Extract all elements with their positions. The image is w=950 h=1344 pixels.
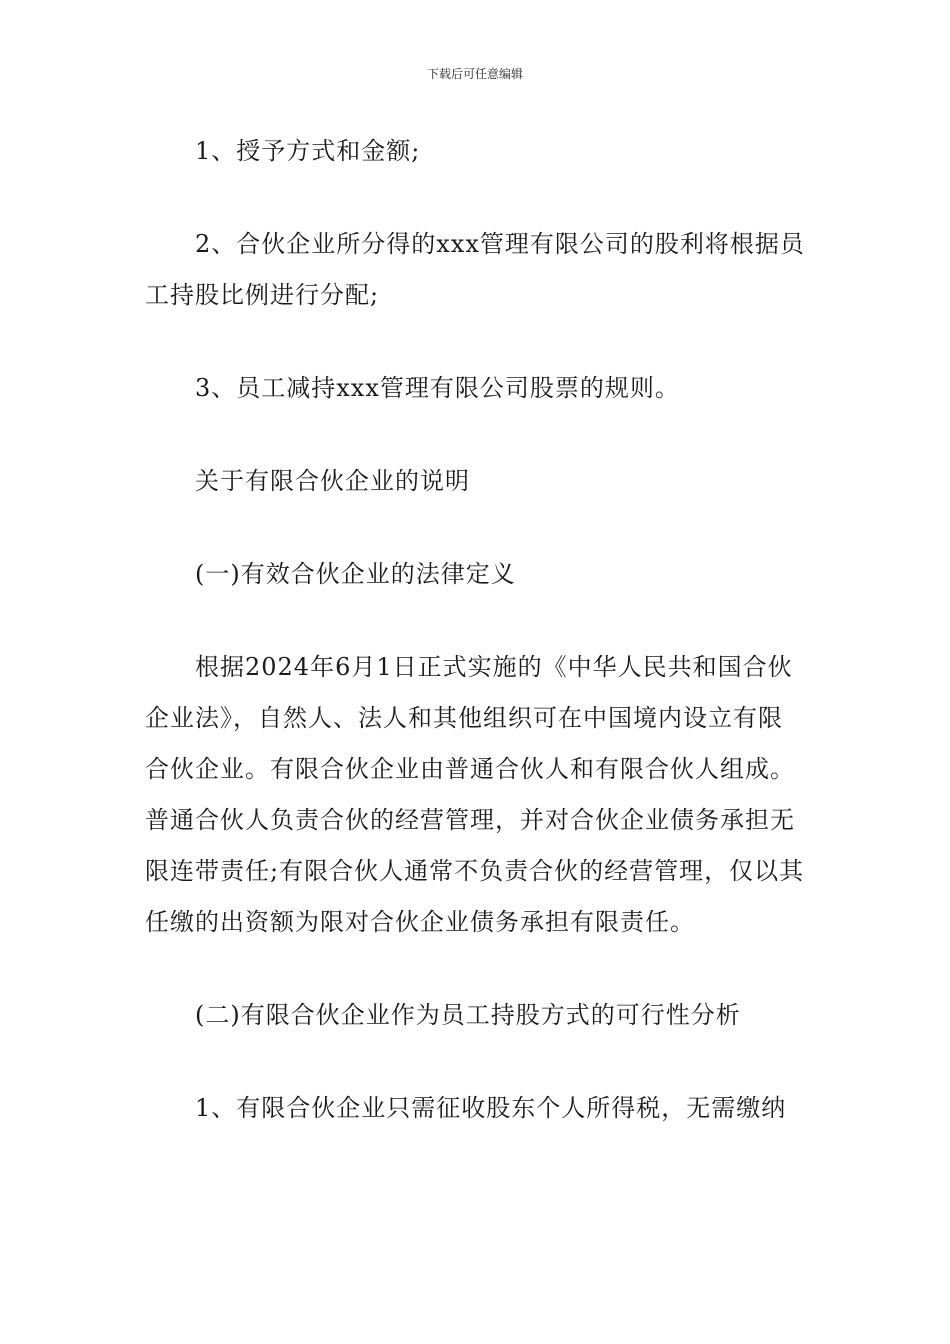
paragraph-item-2: 2、合伙企业所分得的xxx管理有限公司的股利将根据员工持股比例进行分配; (145, 230, 805, 309)
subsection-heading-2: (二)有限合伙企业作为员工持股方式的可行性分析 (195, 1001, 741, 1029)
section-heading: 关于有限合伙企业的说明 (195, 467, 470, 495)
paragraph-feasibility-1: 1、有限合伙企业只需征收股东个人所得税，无需缴纳 (195, 1094, 787, 1122)
paragraph-item-1: 1、授予方式和金额; (195, 137, 421, 165)
page-header: 下载后可任意编辑 (426, 67, 523, 81)
document-body (145, 126, 807, 1134)
paragraph-item-3: 3、员工减持xxx管理有限公司股票的规则。 (195, 374, 680, 402)
paragraph-legal-definition: 根据2024年6月1日正式实施的《中华人民共和国合伙企业法》，自然人、法人和其他组织可在中国境内设立有限合伙企业。有限合伙企业由普通合伙人和有限合伙人组成。普通合伙人负责合伙的经营管理，并对合伙企业债务承担无限连带责任;有限合伙人通常不负责合伙的经营管理，仅以其任缴的出资额为限对合伙企业债务承担有限责任。 (145, 653, 805, 936)
subsection-heading-1: (一)有效合伙企业的法律定义 (195, 560, 516, 588)
